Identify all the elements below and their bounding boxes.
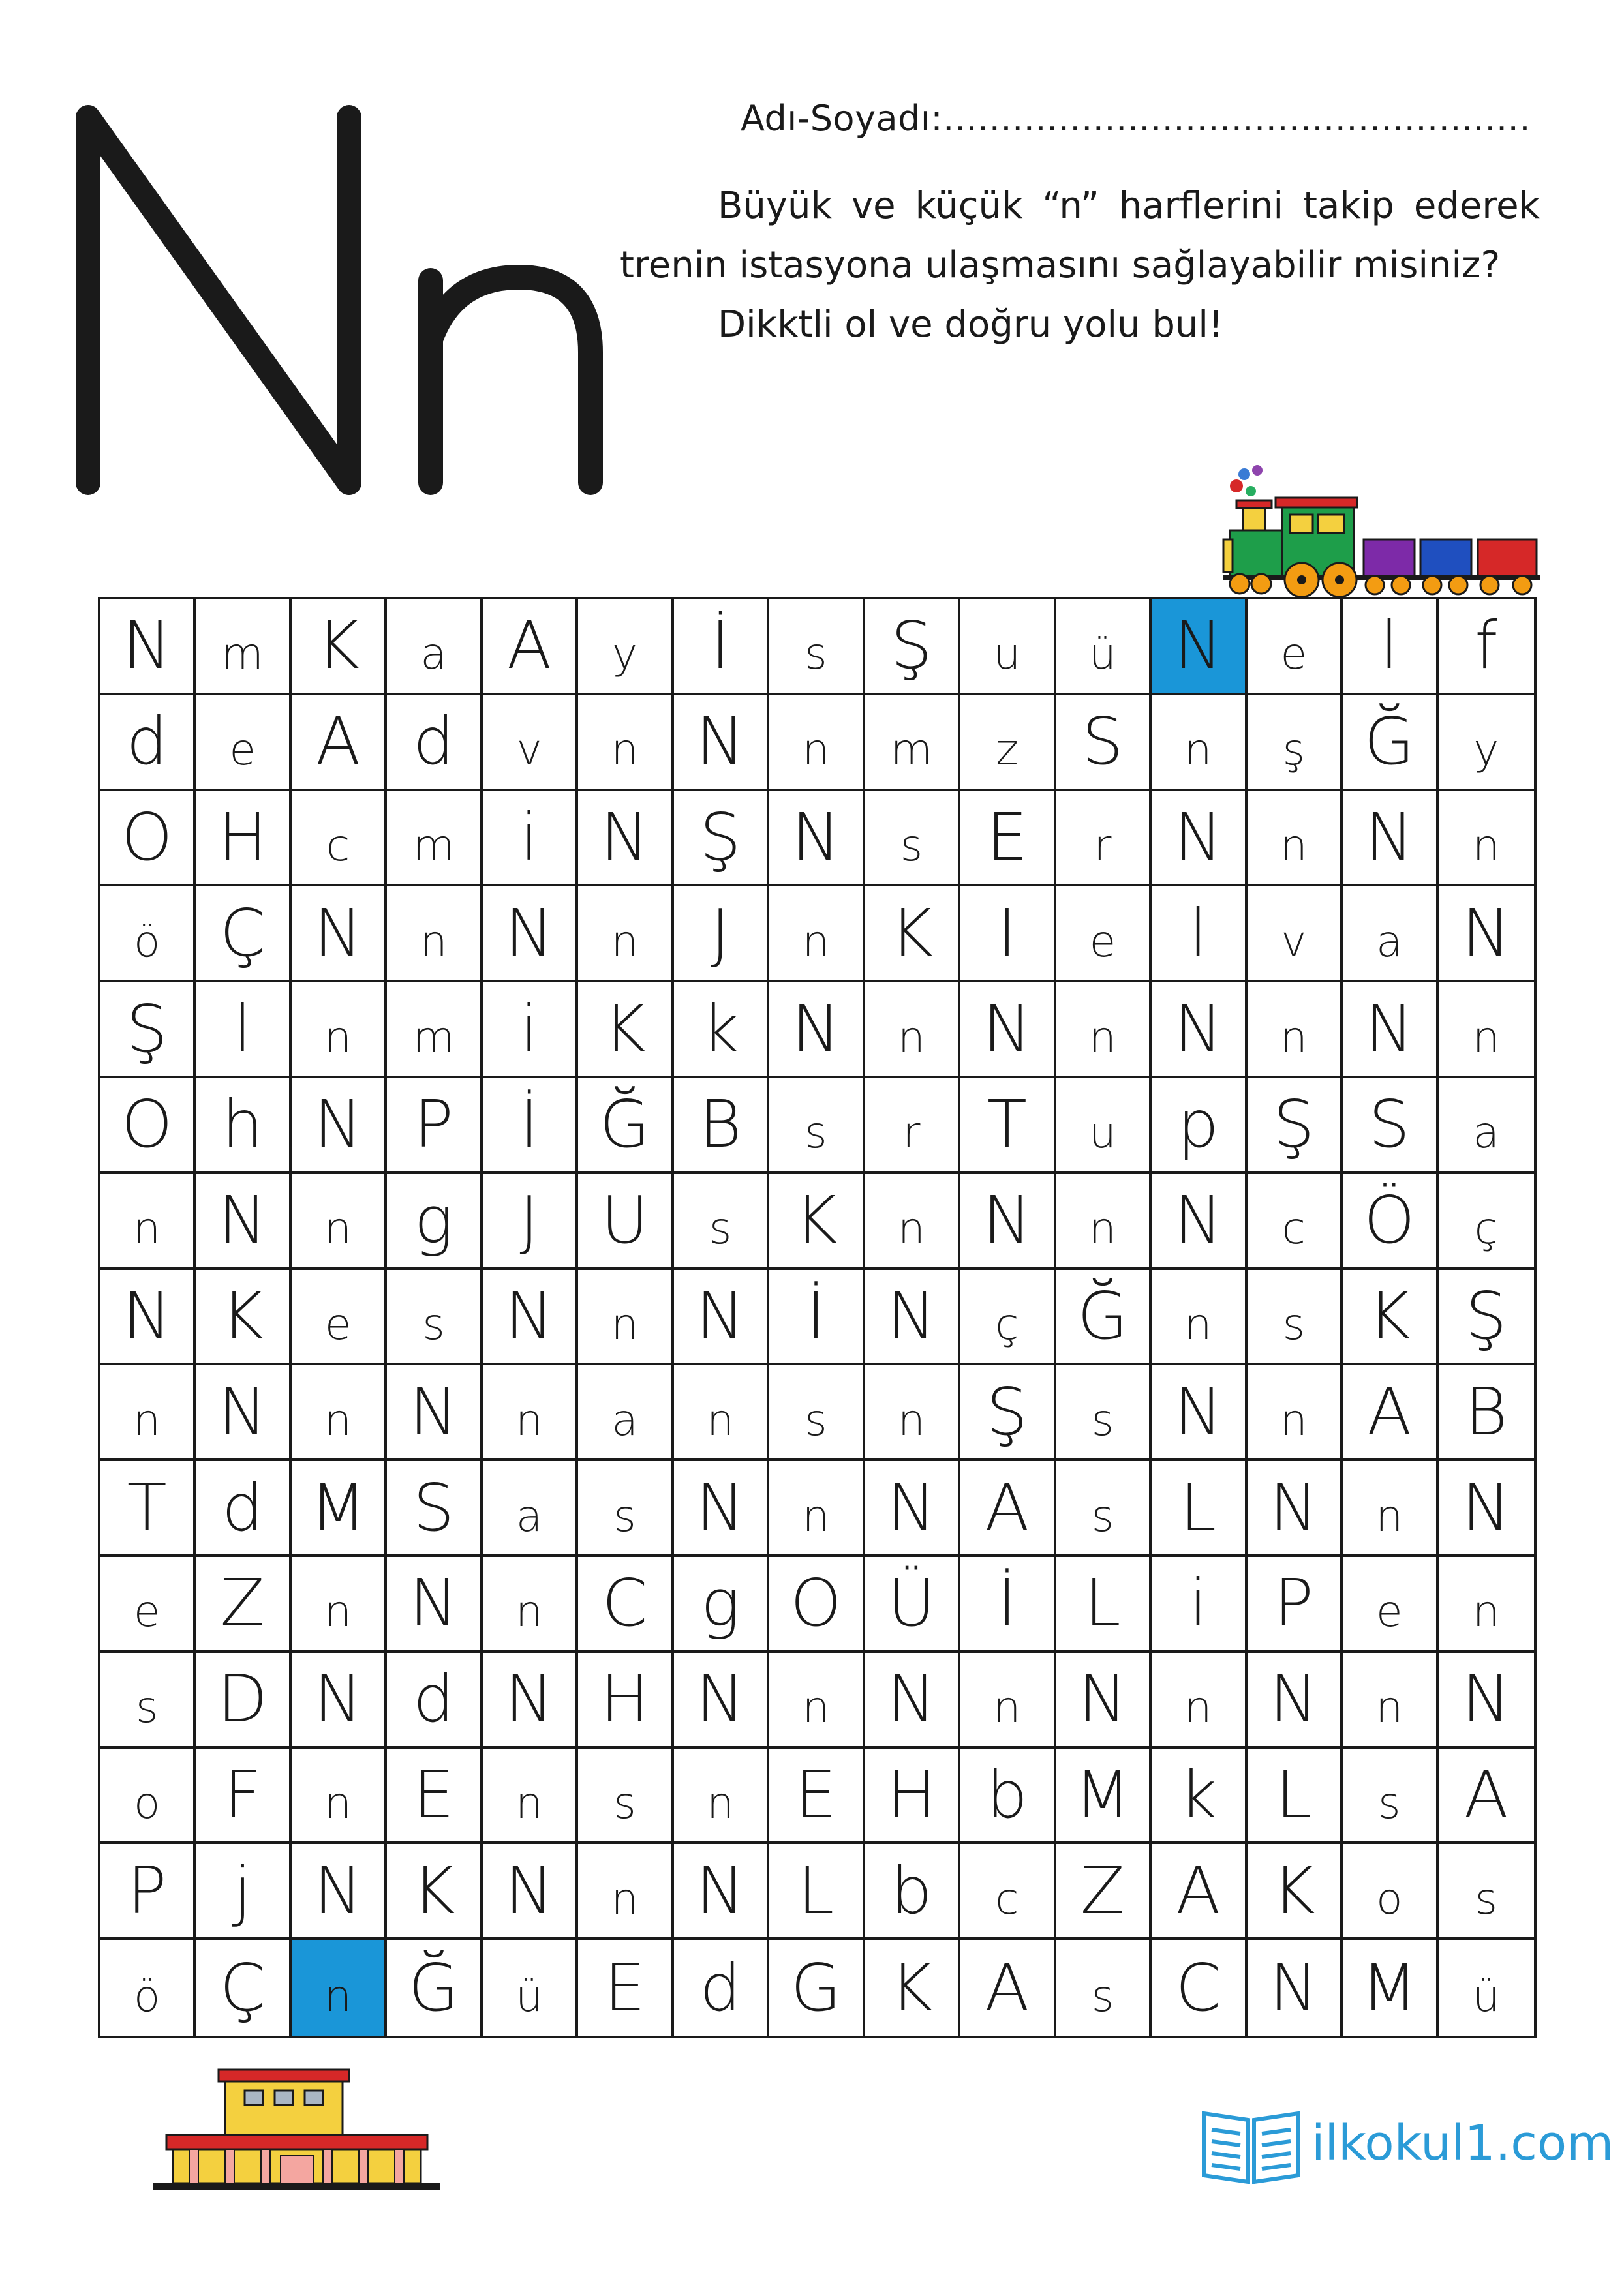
grid-cell: r [865, 1078, 960, 1174]
grid-cell: N [1439, 1461, 1534, 1557]
grid-cell: K [578, 982, 673, 1078]
grid-cell: N [1248, 1653, 1343, 1749]
grid-cell: e [196, 695, 291, 791]
grid-cell: y [578, 599, 673, 695]
grid-cell: d [387, 1653, 482, 1749]
grid-cell: n [1248, 1365, 1343, 1461]
grid-cell: N [1152, 599, 1247, 695]
grid-cell: N [1056, 1653, 1152, 1749]
grid-cell: N [292, 886, 387, 982]
grid-cell: N [1248, 1461, 1343, 1557]
grid-cell: n [1343, 1461, 1438, 1557]
grid-cell: N [483, 1270, 578, 1366]
grid-cell: N [100, 1270, 196, 1366]
grid-cell: n [769, 886, 865, 982]
grid-cell: s [865, 791, 960, 887]
grid-cell: A [1152, 1844, 1247, 1940]
grid-cell: l [1152, 886, 1247, 982]
grid-cell: m [387, 982, 482, 1078]
grid-cell: i [483, 791, 578, 887]
grid-cell: Ğ [578, 1078, 673, 1174]
grid-cell: ü [1056, 599, 1152, 695]
grid-cell: n [1152, 695, 1247, 791]
grid-cell: İ [483, 1078, 578, 1174]
grid-cell: s [387, 1270, 482, 1366]
grid-cell: N [483, 1653, 578, 1749]
grid-cell: K [1343, 1270, 1438, 1366]
grid-cell: N [292, 1844, 387, 1940]
grid-cell: r [1056, 791, 1152, 887]
grid-cell: N [769, 982, 865, 1078]
grid-cell: s [578, 1749, 673, 1845]
grid-cell: N [674, 695, 769, 791]
grid-cell: n [1056, 1174, 1152, 1270]
grid-cell: n [1152, 1270, 1247, 1366]
grid-cell: s [100, 1653, 196, 1749]
grid-cell: Ğ [387, 1940, 482, 2036]
ilkokul-logo [1197, 2104, 1614, 2188]
grid-cell: Z [1056, 1844, 1152, 1940]
grid-cell: k [1152, 1749, 1247, 1845]
grid-cell: L [769, 1844, 865, 1940]
grid-cell: s [769, 1365, 865, 1461]
grid-cell: Ğ [1343, 695, 1438, 791]
grid-cell: e [1343, 1557, 1438, 1653]
grid-cell: n [865, 982, 960, 1078]
grid-cell: f [1439, 599, 1534, 695]
grid-cell: a [1343, 886, 1438, 982]
grid-cell: o [100, 1749, 196, 1845]
grid-cell: C [578, 1557, 673, 1653]
grid-cell: n [865, 1174, 960, 1270]
grid-cell: D [196, 1653, 291, 1749]
grid-cell: J [483, 1174, 578, 1270]
grid-cell: n [1248, 791, 1343, 887]
grid-cell: s [1343, 1749, 1438, 1845]
grid-cell: K [196, 1270, 291, 1366]
grid-cell: b [960, 1749, 1056, 1845]
grid-cell: ç [960, 1270, 1056, 1366]
grid-cell: N [865, 1653, 960, 1749]
grid-cell: n [100, 1174, 196, 1270]
grid-cell: N [865, 1270, 960, 1366]
grid-cell: s [578, 1461, 673, 1557]
grid-cell: a [1439, 1078, 1534, 1174]
grid-cell: N [1439, 1653, 1534, 1749]
instruction-line-1: Büyük ve küçük “n” harflerini takip ederek [718, 185, 1540, 227]
logo-text: ilkokul1.com [1311, 2115, 1614, 2171]
grid-cell: G [769, 1940, 865, 2036]
grid-cell: d [196, 1461, 291, 1557]
grid-cell: g [387, 1174, 482, 1270]
grid-cell: N [1343, 982, 1438, 1078]
grid-cell: U [578, 1174, 673, 1270]
grid-cell: N [1439, 886, 1534, 982]
grid-cell: s [769, 599, 865, 695]
grid-cell: E [769, 1749, 865, 1845]
grid-cell: N [483, 886, 578, 982]
grid-cell: N [1152, 982, 1247, 1078]
grid-cell: ç [1439, 1174, 1534, 1270]
grid-cell: ş [1248, 695, 1343, 791]
grid-cell: ö [100, 886, 196, 982]
grid-cell: N [865, 1461, 960, 1557]
grid-cell: T [960, 1078, 1056, 1174]
grid-cell: n [292, 982, 387, 1078]
grid-cell: n [769, 695, 865, 791]
grid-cell: N [100, 599, 196, 695]
grid-cell: v [1248, 886, 1343, 982]
big-letters-nn [62, 91, 649, 509]
grid-cell: F [196, 1749, 291, 1845]
grid-cell: E [578, 1940, 673, 2036]
grid-cell: n [292, 1174, 387, 1270]
grid-cell: u [1056, 1078, 1152, 1174]
grid-cell: s [1248, 1270, 1343, 1366]
grid-cell: v [483, 695, 578, 791]
grid-cell: Ç [196, 1940, 291, 2036]
grid-cell: N [387, 1557, 482, 1653]
grid-cell: m [387, 791, 482, 887]
grid-cell: n [578, 1270, 673, 1366]
grid-cell: m [196, 599, 291, 695]
grid-cell: n [100, 1365, 196, 1461]
grid-cell: H [196, 791, 291, 887]
grid-cell: K [769, 1174, 865, 1270]
grid-cell: N [674, 1461, 769, 1557]
grid-cell: n [1248, 982, 1343, 1078]
grid-cell: H [865, 1749, 960, 1845]
grid-cell: n [1056, 982, 1152, 1078]
grid-cell: i [483, 982, 578, 1078]
grid-cell: s [1056, 1365, 1152, 1461]
grid-cell: N [387, 1365, 482, 1461]
grid-cell: p [1152, 1078, 1247, 1174]
grid-cell: N [196, 1365, 291, 1461]
grid-cell: N [483, 1844, 578, 1940]
grid-cell: N [960, 982, 1056, 1078]
grid-cell: İ [769, 1270, 865, 1366]
grid-cell: s [674, 1174, 769, 1270]
grid-cell: Z [196, 1557, 291, 1653]
grid-cell: Ş [865, 599, 960, 695]
letter-maze-grid [98, 597, 1537, 2038]
grid-cell: Ş [100, 982, 196, 1078]
grid-cell: N [674, 1844, 769, 1940]
grid-cell: ö [100, 1940, 196, 2036]
grid-cell: s [769, 1078, 865, 1174]
grid-cell: l [196, 982, 291, 1078]
grid-cell: İ [674, 599, 769, 695]
grid-cell: B [1439, 1365, 1534, 1461]
grid-cell: L [1248, 1749, 1343, 1845]
train-station-icon [153, 2064, 440, 2201]
grid-cell: n [769, 1653, 865, 1749]
grid-cell: I [960, 886, 1056, 982]
name-field-label: Adı-Soyadı:................................................... [741, 98, 1531, 139]
grid-cell: n [578, 695, 673, 791]
grid-cell: Ş [960, 1365, 1056, 1461]
grid-cell: A [960, 1940, 1056, 2036]
grid-cell: i [1152, 1557, 1247, 1653]
grid-cell: a [387, 599, 482, 695]
grid-cell: Ş [1439, 1270, 1534, 1366]
grid-cell: ü [483, 1940, 578, 2036]
grid-cell: c [960, 1844, 1056, 1940]
grid-cell: n [292, 1749, 387, 1845]
grid-cell: A [292, 695, 387, 791]
grid-cell: T [100, 1461, 196, 1557]
grid-cell: E [387, 1749, 482, 1845]
grid-cell: K [292, 599, 387, 695]
grid-cell: n [769, 1461, 865, 1557]
grid-cell: ü [1472, 1971, 1500, 2021]
grid-cell: c [1248, 1174, 1343, 1270]
grid-cell: n [387, 886, 482, 982]
grid-cell: l [1343, 599, 1438, 695]
grid-cell: n [483, 1749, 578, 1845]
grid-cell: S [1056, 695, 1152, 791]
grid-cell: K [387, 1844, 482, 1940]
grid-cell: S [387, 1461, 482, 1557]
grid-cell: P [1248, 1557, 1343, 1653]
grid-cell: N [1248, 1940, 1343, 2036]
grid-cell: N [292, 1653, 387, 1749]
grid-cell: n [1439, 791, 1534, 887]
grid-cell: n [1343, 1653, 1438, 1749]
grid-cell: A [483, 599, 578, 695]
grid-cell: n [674, 1365, 769, 1461]
grid-cell: n [1152, 1653, 1247, 1749]
grid-cell: A [1439, 1749, 1534, 1845]
grid-cell: n [292, 1557, 387, 1653]
grid-cell: e [292, 1270, 387, 1366]
grid-cell: c [292, 791, 387, 887]
grid-cell: N [196, 1174, 291, 1270]
grid-cell: Ç [196, 886, 291, 982]
grid-cell: N [674, 1653, 769, 1749]
grid-cell: s [1056, 1461, 1152, 1557]
grid-cell: M [292, 1461, 387, 1557]
grid-cell: h [196, 1078, 291, 1174]
instructions [620, 176, 1540, 354]
grid-cell: L [1152, 1461, 1247, 1557]
grid-cell: K [1248, 1844, 1343, 1940]
grid-cell: k [674, 982, 769, 1078]
instruction-line-2: trenin istasyona ulaşmasını sağlayabilir misiniz? [620, 244, 1501, 286]
grid-cell: H [578, 1653, 673, 1749]
grid-cell: Ş [1248, 1078, 1343, 1174]
grid-cell: z [960, 695, 1056, 791]
grid-cell: A [960, 1461, 1056, 1557]
grid-cell: N [1343, 791, 1438, 887]
grid-cell: e [100, 1557, 196, 1653]
grid-cell: J [674, 886, 769, 982]
grid-cell: N [1152, 1365, 1247, 1461]
grid-cell: M [1056, 1749, 1152, 1845]
grid-cell: C [1152, 1940, 1247, 2036]
grid-cell: j [196, 1844, 291, 1940]
grid-cell: P [100, 1844, 196, 1940]
grid-cell: n [292, 1940, 387, 2036]
grid-cell: n [483, 1557, 578, 1653]
grid-cell: N [769, 791, 865, 887]
grid-cell: N [292, 1078, 387, 1174]
grid-cell: n [865, 1365, 960, 1461]
grid-cell: y [1439, 695, 1534, 791]
instruction-line-3: Dikktli ol ve doğru yolu bul! [718, 303, 1223, 346]
grid-cell: n [960, 1653, 1056, 1749]
grid-cell: K [865, 1940, 960, 2036]
grid-cell: P [387, 1078, 482, 1174]
grid-cell: e [1248, 599, 1343, 695]
grid-cell: s [1056, 1940, 1152, 2036]
grid-cell: Ü [865, 1557, 960, 1653]
grid-cell: M [1343, 1940, 1438, 2036]
grid-cell: n [1439, 1557, 1534, 1653]
grid-cell: o [1343, 1844, 1438, 1940]
grid-cell: n [578, 886, 673, 982]
grid-cell: O [769, 1557, 865, 1653]
grid-cell: Ş [674, 791, 769, 887]
grid-cell: a [483, 1461, 578, 1557]
grid-cell: n [1439, 982, 1534, 1078]
grid-cell: s [1439, 1844, 1534, 1940]
grid-cell: a [578, 1365, 673, 1461]
grid-cell: O [100, 1078, 196, 1174]
grid-cell: E [960, 791, 1056, 887]
grid-cell: B [674, 1078, 769, 1174]
grid-cell: L [1056, 1557, 1152, 1653]
grid-cell: n [578, 1844, 673, 1940]
grid-cell: Ö [1343, 1174, 1438, 1270]
grid-cell: m [865, 695, 960, 791]
grid-cell: n [674, 1749, 769, 1845]
grid-cell: b [865, 1844, 960, 1940]
grid-cell: N [1152, 791, 1247, 887]
grid-cell: n [483, 1365, 578, 1461]
grid-cell: O [100, 791, 196, 887]
open-book-icon [1197, 2104, 1305, 2188]
grid-cell: g [674, 1557, 769, 1653]
grid-cell: K [865, 886, 960, 982]
grid-cell: Ğ [1056, 1270, 1152, 1366]
grid-cell: N [960, 1174, 1056, 1270]
grid-cell: N [1152, 1174, 1247, 1270]
train-icon [1210, 460, 1543, 600]
grid-cell: S [1343, 1078, 1438, 1174]
grid-cell: n [292, 1365, 387, 1461]
grid-cell: N [674, 1270, 769, 1366]
grid-cell: e [1056, 886, 1152, 982]
grid-cell: u [960, 599, 1056, 695]
grid-cell: d [674, 1940, 769, 2036]
grid-cell: İ [960, 1557, 1056, 1653]
grid-cell: N [578, 791, 673, 887]
grid-cell: d [387, 695, 482, 791]
grid-cell: A [1343, 1365, 1438, 1461]
grid-cell: d [100, 695, 196, 791]
